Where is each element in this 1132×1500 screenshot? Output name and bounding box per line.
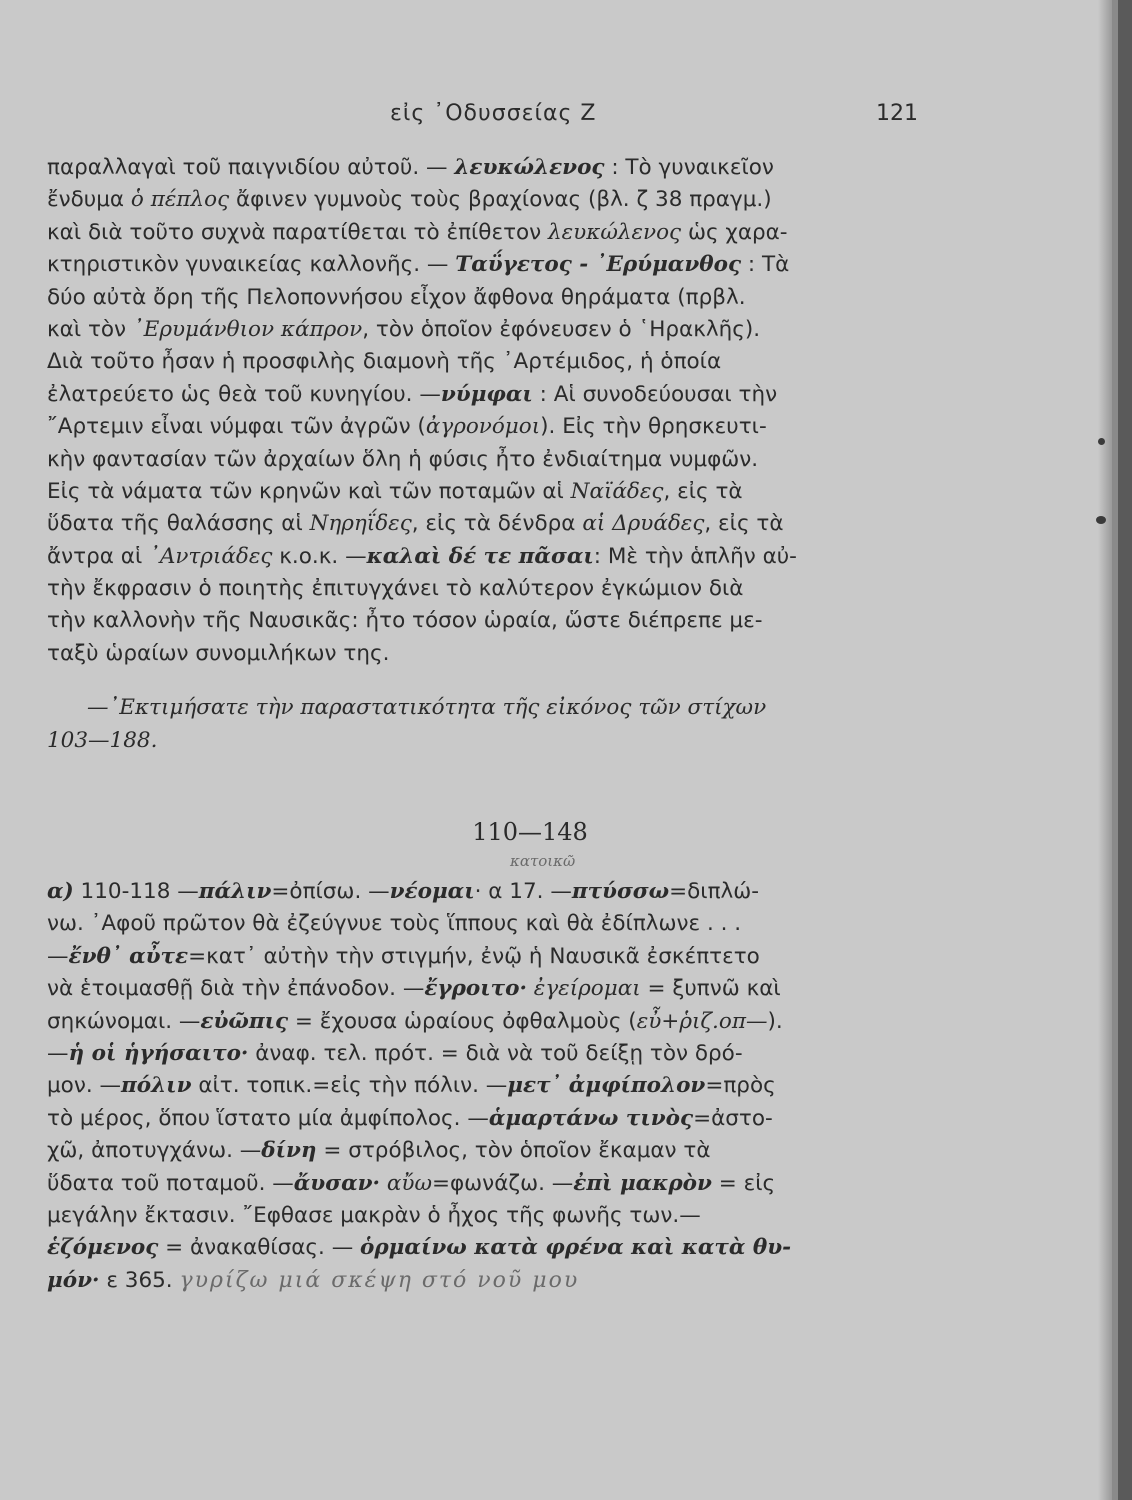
lemma-term: νύμφαι [440,381,533,407]
italic-term: αὔω [386,1170,432,1196]
text-run: , εἰς τὰ [704,511,784,537]
italic-term: ἐγείρομαι [533,976,641,1002]
text-line [47,1070,952,1102]
page-number: 121 [876,101,918,126]
handwritten-annotation: γυρίζω μιά σκέψη στό νοῦ μου [179,1267,580,1293]
text-run: δύο αὐτὰ ὄρη τῆς Πελοποννήσου εἶχον ἄφθονα θηράματα (πρβλ. [47,284,746,310]
text-line [47,1135,952,1167]
text-run [380,1171,387,1196]
text-run: = στρόβιλος, τὸν ὁποῖον ἔκαμαν τὰ [316,1138,711,1164]
text-run: =πρὸς [705,1073,776,1099]
text-run: αἰτ. τοπικ.=εἰς τὴν πόλιν. — [191,1073,508,1099]
text-run: =κατ᾿ αὐτὴν τὴν στιγμήν, ἐνῷ ἡ Ναυσικᾶ ἐσκέπτετο [188,943,760,969]
text-run: : Αἱ συνοδεύουσαι τὴν [532,381,778,407]
margin-mark [1098,438,1105,445]
text-line [47,184,952,216]
italic-term: λευκώλενος [548,219,682,245]
italic-term: ἀγρονόμοι [425,414,541,440]
text-run: καὶ διὰ τοῦτο συχνὰ παρατίθεται τὸ ἐπίθετον [47,219,549,245]
text-run: μον. — [47,1073,122,1099]
text-run: τὸ μέρος, ὅπου ἵστατο μία ἀμφίπολος. — [47,1105,489,1131]
text-run: , τὸν ὁποῖον ἐφόνευσεν ὁ ῾Ηρακλῆς). [362,316,761,342]
text-line [47,1168,952,1200]
text-line [47,973,952,1005]
running-header: εἰς ᾿Οδυσσείας Ζ [390,101,597,126]
text-run: ἔνδυμα [47,187,131,213]
text-run [527,976,534,1001]
text-run: = ἔχουσα ὡραίους ὀφθαλμοὺς ( [288,1008,637,1034]
text-run: ταξὺ ὡραίων συνομιλήκων της. [47,640,390,666]
text-line [47,346,952,378]
text-line [47,1006,952,1038]
lemma-term: μόν· [47,1267,100,1293]
text-run: · α 17. — [474,879,572,904]
text-line [47,908,952,940]
exercise-line: 103—188. [47,727,158,753]
text-line [47,476,952,508]
text-line [47,282,952,314]
lemma-term: ἡ οἱ ἡγήσαιτο· [68,1040,249,1066]
text-run: νω. ᾿Αφοῦ πρῶτον θὰ ἐζεύγνυε τοὺς ἵππους καὶ θὰ ἐδίπλωνε . . . [47,911,742,937]
paragraph-lines [47,152,952,670]
text-line [47,638,952,670]
italic-term: Νηρηΐδες [309,511,412,537]
text-run: =φωνάζω. — [431,1170,574,1196]
text-run: — [47,943,69,969]
text-run: ). [767,1008,783,1034]
text-line [47,541,952,573]
lemma-term: ἔγροιτο· [424,976,527,1002]
text-run: κτηριστικὸν γυναικείας καλλονῆς. — [47,252,456,278]
text-run: παραλλαγαὶ τοῦ παιγνιδίου αὐτοῦ. — [47,155,455,180]
italic-term: Ναϊάδες [570,478,664,504]
text-line [47,152,952,184]
text-run: = εἰς [711,1170,776,1196]
lemma-term: ἐπὶ μακρὸν [573,1170,712,1196]
text-line [47,444,952,476]
text-run: μεγάλην ἔκτασιν. ῎Εφθασε μακρὰν ὁ ἦχος τῆς φωνῆς των.— [47,1202,701,1228]
text-run: χῶ, ἀποτυγχάνω. — [47,1138,262,1164]
margin-mark [1096,516,1106,524]
lemma-term: α) [47,879,74,904]
text-run: : Τὰ [741,252,790,278]
text-line [47,573,952,605]
text-run: ε 365. [99,1267,180,1293]
lemma-term: ἁμαρτάνω τινὸς [488,1105,694,1131]
lemma-term: πόλιν [121,1073,192,1099]
text-run: ὡς χαρα- [681,219,788,245]
text-run: Εἰς τὰ νάματα τῶν κρηνῶν καὶ τῶν ποταμῶν αἱ [47,478,571,504]
text-line [47,217,952,249]
text-run: σηκώνομαι. — [47,1008,201,1034]
text-run: = ἀνακαθίσας. — [158,1235,361,1261]
italic-term: ᾿Αντριάδες [149,543,273,569]
page-edge [1098,0,1112,1500]
text-run: ῎Αρτεμιν εἶναι νύμφαι τῶν ἀγρῶν ( [47,414,426,440]
lemma-term: ἔνθ᾿ αὖτε [68,943,189,969]
text-run: =ἀστο- [693,1105,773,1131]
lemma-term: καλαὶ δέ τε πᾶσαι [366,543,594,569]
lemma-term: εὐῶπις [200,1008,289,1034]
text-line [47,249,952,281]
handwritten-annotation: κατοικῶ [510,852,576,870]
text-line [47,1038,952,1070]
text-run: =διπλώ- [669,879,759,904]
lemma-term: πάλιν [198,879,272,904]
text-line [47,1103,952,1135]
text-run: κὴν φαντασίαν τῶν ἀρχαίων ὅλη ἡ φύσις ἦτο ἐνδιαίτημα νυμφῶν. [47,446,759,472]
text-line [47,1265,952,1297]
text-run: ἄντρα αἱ [47,543,150,569]
lemma-term: πτύσσω [571,879,670,904]
section-heading: 110—148 [472,818,588,846]
text-line [47,941,952,973]
text-run: νὰ ἑτοιμασθῇ διὰ τὴν ἐπάνοδον. — [47,976,425,1002]
italic-term: ᾿Ερυμάνθιον κάπρον [132,316,363,342]
text-run: τὴν ἔκφρασιν ὁ ποιητὴς ἐπιτυγχάνει τὸ καλύτερον ἐγκώμιον διὰ [47,576,744,602]
text-line [47,605,952,637]
text-line [47,379,952,411]
lemma-term: νέομαι [389,879,475,904]
text-run: ). Εἰς τὴν θρησκευτι- [540,414,767,440]
text-run: = ξυπνῶ καὶ [640,976,781,1002]
text-run: ἀναφ. τελ. πρότ. = διὰ νὰ τοῦ δείξῃ τὸν δρό- [248,1040,743,1066]
paragraph-lines [47,876,952,1297]
text-run: ἐλατρεύετο ὡς θεὰ τοῦ κυνηγίου. — [47,381,441,407]
italic-term: ὁ πέπλος [130,187,230,213]
lemma-term: ἄυσαν· [293,1170,381,1196]
text-run: : Μὲ τὴν ἁπλῆν αὐ- [593,543,797,569]
lemma-term: ἑζόμενος [47,1235,159,1261]
text-line [47,876,952,908]
text-run: καὶ τὸν [47,316,133,342]
exercise-line: —᾿Εκτιμήσατε τὴν παραστατικότητα τῆς εἰκόνος τῶν στίχων [87,695,767,721]
text-run: =ὀπίσω. — [271,879,390,904]
italic-term: εὖ+ῥιζ.οπ— [636,1008,768,1034]
text-line [47,1200,952,1232]
text-run: , εἰς τὰ [663,478,743,504]
lemma-term: μετ᾿ ἀμφίπολον [507,1073,706,1099]
text-run: — [47,1040,69,1066]
text-run: ὕδατα τοῦ ποταμοῦ. — [47,1170,294,1196]
text-line [47,508,952,540]
lemma-term: δίνη [261,1138,317,1164]
text-run: : Τὸ γυναικεῖον [604,155,774,180]
text-run: ὕδατα τῆς θαλάσσης αἱ [47,511,310,537]
italic-term: αἱ Δρυάδες [582,511,705,537]
text-run: Διὰ τοῦτο ἦσαν ἡ προσφιλὴς διαμονὴ τῆς ᾿Αρτέμιδος, ἡ ὁποία [47,349,722,375]
text-run: , εἰς τὰ δένδρα [411,511,583,537]
text-line [47,411,952,443]
text-run: ἄφινεν γυμνοὺς τοὺς βραχίονας (βλ. ζ 38 πραγμ.) [229,187,772,213]
text-run: 110-118 — [73,879,199,904]
text-run: τὴν καλλονὴν τῆς Ναυσικᾶς: ἦτο τόσον ὡραία, ὥστε διέπρεπε με- [47,608,763,634]
notes-paragraph [47,876,952,1297]
lemma-term: ὁρμαίνω κατὰ φρένα καὶ κατὰ θυ- [360,1235,792,1261]
text-line [47,314,952,346]
text-run: κ.ο.κ. — [272,543,367,569]
commentary-paragraph [47,152,952,757]
lemma-term: λευκώλενος [454,155,605,180]
text-line [47,1232,952,1264]
lemma-term: Ταΰγετος - ᾿Ερύμανθος [455,252,742,278]
